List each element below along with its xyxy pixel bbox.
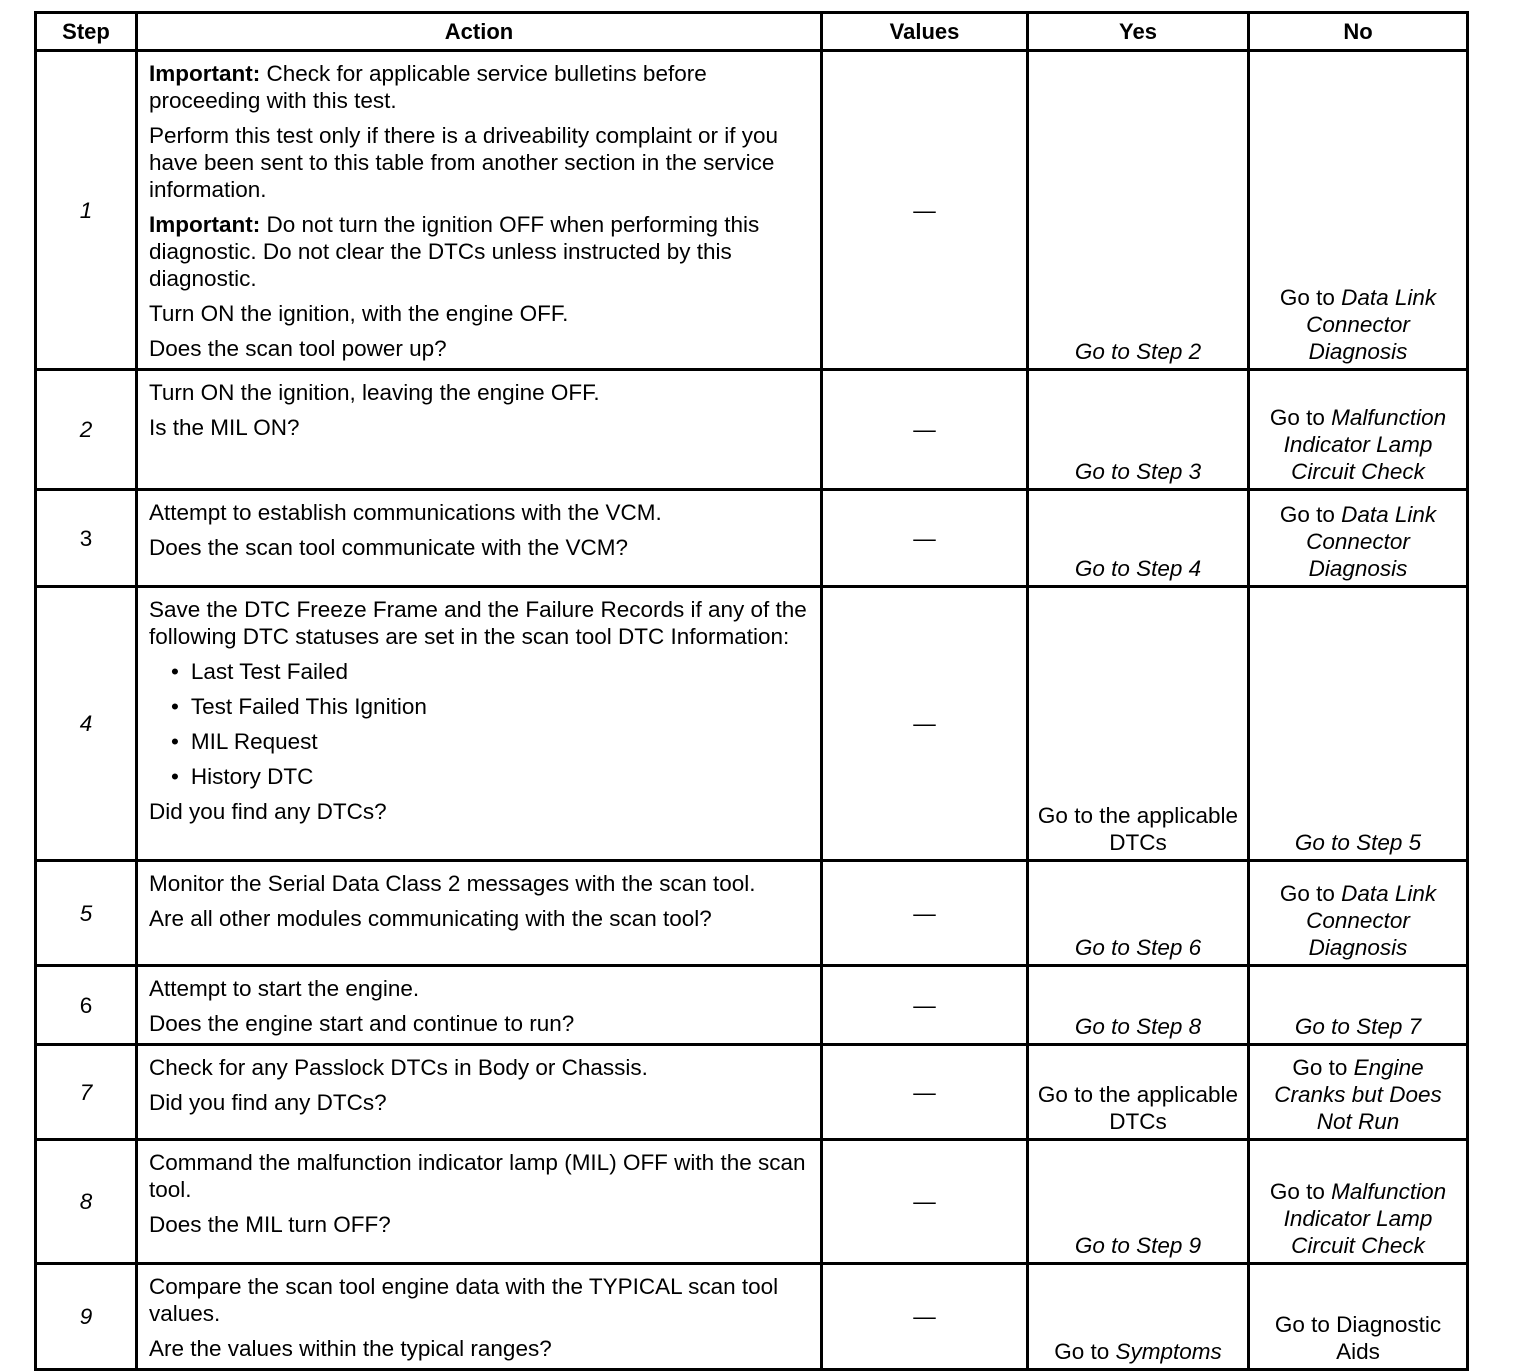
list-item: • Test Failed This Ignition (171, 693, 810, 720)
step-cell: 4 (36, 587, 137, 861)
action-paragraph (149, 1335, 810, 1362)
action-paragraph (149, 1089, 810, 1116)
action-paragraph (149, 596, 810, 650)
no-cell (1249, 51, 1468, 370)
action-paragraph (149, 1149, 810, 1203)
action-paragraph (149, 798, 810, 825)
yes-text: Go to Step 6 (1074, 935, 1202, 960)
action-cell (137, 966, 822, 1045)
yes-cell (1028, 1264, 1249, 1370)
action-cell (137, 51, 822, 370)
no-text: Go to (1269, 1179, 1332, 1204)
action-text: Attempt to establish communications with the VCM. (149, 500, 662, 525)
no-text: Go to Diagnostic Aids (1274, 1312, 1442, 1364)
action-paragraph (149, 975, 810, 1002)
table-row (36, 370, 1468, 490)
action-text: Check for any Passlock DTCs in Body or Chassis. (149, 1055, 648, 1080)
yes-cell (1028, 370, 1249, 490)
no-text: Malfunction Indicator Lamp Circuit Check (1283, 1179, 1447, 1258)
diagnostic-table (34, 11, 1469, 1371)
yes-cell (1028, 587, 1249, 861)
action-cell (137, 1140, 822, 1264)
table-row (36, 966, 1468, 1045)
action-text: Does the scan tool communicate with the VCM? (149, 535, 628, 560)
action-text: Save the DTC Freeze Frame and the Failure Records if any of the following DTC statuses are set in the scan tool DTC Information: (149, 597, 807, 649)
no-text: Go to (1269, 405, 1332, 430)
header-action: Action (137, 13, 822, 51)
yes-text: Go to (1054, 1339, 1116, 1364)
action-paragraph (149, 414, 810, 441)
action-paragraph (149, 122, 810, 203)
action-paragraph (149, 60, 810, 114)
step-cell: 5 (36, 861, 137, 966)
action-paragraph (149, 1010, 810, 1037)
yes-cell (1028, 966, 1249, 1045)
action-cell (137, 370, 822, 490)
action-paragraph (149, 534, 810, 561)
no-text: Data Link Connector Diagnosis (1306, 285, 1437, 364)
no-text: Go to (1279, 881, 1342, 906)
no-text: Data Link Connector Diagnosis (1306, 881, 1437, 960)
action-text: Attempt to start the engine. (149, 976, 420, 1001)
table-row (36, 490, 1468, 587)
list-item: • MIL Request (171, 728, 810, 755)
no-cell (1249, 1045, 1468, 1140)
yes-cell (1028, 1140, 1249, 1264)
step-cell: 7 (36, 1045, 137, 1140)
yes-cell (1028, 1045, 1249, 1140)
step-cell: 6 (36, 966, 137, 1045)
no-cell (1249, 966, 1468, 1045)
action-paragraph (149, 1211, 810, 1238)
action-cell (137, 1264, 822, 1370)
no-text: Go to (1279, 285, 1342, 310)
yes-text: Symptoms (1115, 1339, 1222, 1364)
action-paragraph (149, 870, 810, 897)
important-label: Important: (149, 61, 261, 86)
no-cell (1249, 370, 1468, 490)
action-paragraph (149, 1054, 810, 1081)
yes-text: Go to Step 9 (1074, 1233, 1202, 1258)
no-cell (1249, 490, 1468, 587)
table-row (36, 1264, 1468, 1370)
step-cell: 3 (36, 490, 137, 587)
values-cell: — (822, 51, 1028, 370)
action-cell (137, 1045, 822, 1140)
action-text: Are all other modules communicating with the scan tool? (149, 906, 712, 931)
action-paragraph (149, 300, 810, 327)
action-text: Did you find any DTCs? (149, 1090, 387, 1115)
yes-text: Go to Step 4 (1074, 556, 1202, 581)
action-paragraph (149, 335, 810, 362)
action-paragraph (149, 379, 810, 406)
bullet-list (149, 658, 810, 790)
action-cell (137, 587, 822, 861)
yes-cell (1028, 861, 1249, 966)
action-text: Check for applicable service bulletins before proceeding with this test. (149, 61, 707, 113)
action-text: Does the scan tool power up? (149, 336, 447, 361)
list-item: • History DTC (171, 763, 810, 790)
yes-cell (1028, 51, 1249, 370)
table-row (36, 1045, 1468, 1140)
yes-text: Go to the applicable DTCs (1037, 1082, 1239, 1134)
step-cell: 8 (36, 1140, 137, 1264)
step-cell: 1 (36, 51, 137, 370)
values-cell: — (822, 490, 1028, 587)
action-text: Did you find any DTCs? (149, 799, 387, 824)
table-row (36, 587, 1468, 861)
action-text: Is the MIL ON? (149, 415, 300, 440)
action-paragraph (149, 1273, 810, 1327)
action-text: Are the values within the typical ranges? (149, 1336, 552, 1361)
values-cell: — (822, 370, 1028, 490)
header-yes: Yes (1028, 13, 1249, 51)
action-text: Compare the scan tool engine data with the TYPICAL scan tool values. (149, 1274, 779, 1326)
action-cell (137, 490, 822, 587)
action-text: Turn ON the ignition, leaving the engine OFF. (149, 380, 600, 405)
table-row (36, 1140, 1468, 1264)
yes-text: Go to the applicable DTCs (1037, 803, 1239, 855)
action-paragraph (149, 211, 810, 292)
action-text: Turn ON the ignition, with the engine OFF. (149, 301, 569, 326)
action-text: Do not turn the ignition OFF when performing this diagnostic. Do not clear the DTCs unless instructed by this diagnostic. (149, 212, 760, 291)
no-cell (1249, 587, 1468, 861)
values-cell: — (822, 587, 1028, 861)
no-text: Engine Cranks but Does Not Run (1274, 1055, 1442, 1134)
values-cell: — (822, 1045, 1028, 1140)
header-step: Step (36, 13, 137, 51)
action-text: Does the engine start and continue to run? (149, 1011, 575, 1036)
table-row (36, 51, 1468, 370)
list-item: • Last Test Failed (171, 658, 810, 685)
no-cell (1249, 1140, 1468, 1264)
values-cell: — (822, 861, 1028, 966)
header-row (36, 13, 1468, 51)
header-values: Values (822, 13, 1028, 51)
action-text: Command the malfunction indicator lamp (MIL) OFF with the scan tool. (149, 1150, 806, 1202)
no-cell (1249, 861, 1468, 966)
no-text: Go to (1292, 1055, 1354, 1080)
action-text: Does the MIL turn OFF? (149, 1212, 391, 1237)
action-paragraph (149, 905, 810, 932)
step-cell: 9 (36, 1264, 137, 1370)
action-text: Monitor the Serial Data Class 2 messages with the scan tool. (149, 871, 756, 896)
values-cell: — (822, 966, 1028, 1045)
action-text: Perform this test only if there is a driveability complaint or if you have been sent to this table from another section in the service information. (149, 123, 779, 202)
yes-text: Go to Step 8 (1074, 1014, 1202, 1039)
yes-cell (1028, 490, 1249, 587)
action-cell (137, 861, 822, 966)
no-text: Malfunction Indicator Lamp Circuit Check (1283, 405, 1447, 484)
no-text: Go to Step 7 (1294, 1014, 1422, 1039)
no-text: Data Link Connector Diagnosis (1306, 502, 1437, 581)
yes-text: Go to Step 3 (1074, 459, 1202, 484)
header-no: No (1249, 13, 1468, 51)
action-paragraph (149, 499, 810, 526)
values-cell: — (822, 1264, 1028, 1370)
values-cell: — (822, 1140, 1028, 1264)
important-label: Important: (149, 212, 261, 237)
step-cell: 2 (36, 370, 137, 490)
table-row (36, 861, 1468, 966)
yes-text: Go to Step 2 (1074, 339, 1202, 364)
no-text: Go to (1279, 502, 1342, 527)
no-text: Go to Step 5 (1294, 830, 1422, 855)
no-cell (1249, 1264, 1468, 1370)
